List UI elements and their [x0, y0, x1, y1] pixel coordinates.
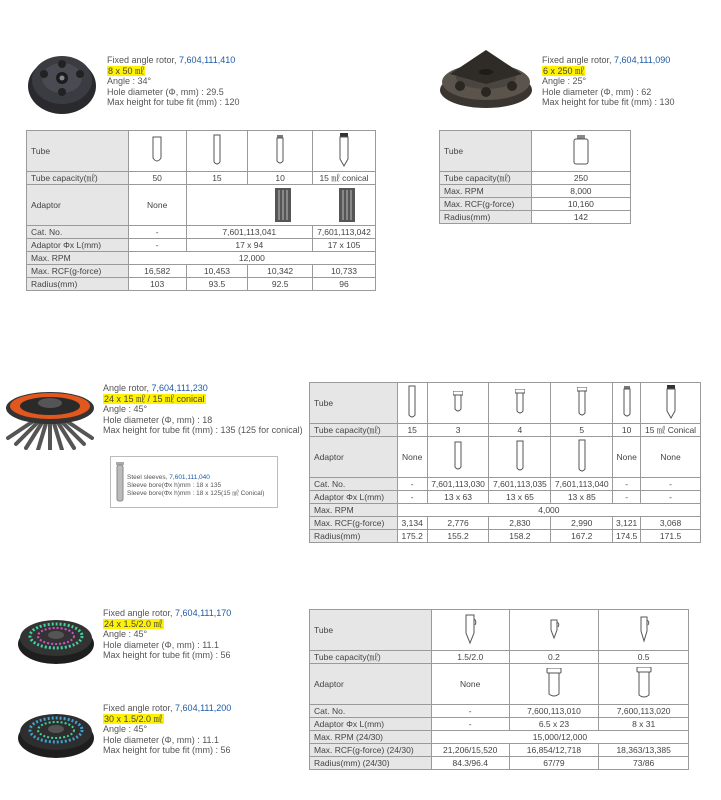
- row-label-capacity: Tube capacity(㎖): [27, 172, 129, 185]
- adaptor-13x85-icon: [551, 437, 613, 478]
- table-row: [310, 478, 701, 491]
- rotor3-info: [103, 383, 303, 436]
- rotor4-angle: Angle : 45°: [103, 629, 148, 639]
- row-label-capacity: Tube capacity(㎖): [310, 651, 432, 664]
- rotor1-hole: Hole diameter (Φ, mm) : 29.5: [107, 86, 224, 97]
- row-label-radius: Radius(mm): [310, 530, 398, 543]
- sleeve-bore-1: Sleeve bore(Φx h)mm : 18 x 135: [127, 482, 222, 489]
- row-label-tube: Tube: [440, 131, 532, 172]
- rotor3-cat-link[interactable]: 7,604,111,230: [151, 383, 208, 393]
- table-cell: 10,453: [186, 265, 248, 278]
- rotor2-angle: Angle : 25°: [542, 76, 587, 86]
- table-row: [27, 185, 376, 226]
- adaptor-image-cell: [186, 185, 375, 226]
- table-cell: 3: [427, 424, 489, 437]
- table-row: [310, 731, 689, 744]
- table-row: [27, 239, 376, 252]
- adaptor-rack-icon: [273, 188, 293, 222]
- row-label-adaptor-dim: Adaptor Φx L(mm): [27, 239, 129, 252]
- table-cell: -: [641, 491, 701, 504]
- table-rotor3-specs: [309, 382, 701, 543]
- table-cell: 174.5: [613, 530, 641, 543]
- table-cell: 7,601,113,042: [313, 226, 376, 239]
- row-label-radius: Radius(mm): [440, 211, 532, 224]
- row-label-cat: Cat. No.: [310, 705, 432, 718]
- rotor4-info: [103, 608, 231, 661]
- table-row: [27, 278, 376, 291]
- table-cell: -: [613, 478, 641, 491]
- table-cell: 0.2: [509, 651, 599, 664]
- rotor2-info: [542, 55, 675, 108]
- table-row: [440, 198, 631, 211]
- row-label-radius: Radius(mm) (24/30): [310, 757, 432, 770]
- table-cell: 84.3/96.4: [431, 757, 509, 770]
- table-cell: 96: [313, 278, 376, 291]
- table-cell: -: [641, 478, 701, 491]
- table-row: [27, 252, 376, 265]
- table-cell: 13 x 65: [489, 491, 551, 504]
- table-row: [310, 504, 701, 517]
- table-cell: 15 ㎖ conical: [313, 172, 376, 185]
- adaptor-8x31-icon: [599, 664, 689, 705]
- steel-sleeve-icon: [115, 462, 125, 502]
- row-label-rpm: Max. RPM: [440, 185, 532, 198]
- row-label-tube: Tube: [27, 131, 129, 172]
- row-label-cat: Cat. No.: [27, 226, 129, 239]
- table-cell: -: [431, 718, 509, 731]
- rotor5-title: Fixed angle rotor, 7,604,111,200: [103, 703, 232, 713]
- row-label-rpm: Max. RPM (24/30): [310, 731, 432, 744]
- table-cell: -: [397, 478, 427, 491]
- rotor5-angle: Angle : 45°: [103, 724, 148, 734]
- table-row: [440, 131, 631, 172]
- table-rotor4-5-specs: [309, 609, 689, 770]
- sleeve-info: Steel sleeves, 7,601,111,040 Sleeve bore(Φx h)mm : 18 x 135 Sleeve bore(Φx h)mm : 18 x 125(15 ㎖ Conical): [127, 474, 265, 497]
- rotor4-hole: Hole diameter (Φ, mm) : 11.1: [103, 639, 220, 650]
- rotor5-info: [103, 703, 231, 756]
- microtube-1.5-icon: [431, 610, 509, 651]
- table-cell: 4: [489, 424, 551, 437]
- rotor2-cat-link[interactable]: 7,604,111,090: [614, 55, 671, 65]
- tube-10-icon: [248, 131, 313, 172]
- row-label-tube: Tube: [310, 383, 398, 424]
- table-cell: 8,000: [531, 185, 630, 198]
- table-cell: 92.5: [248, 278, 313, 291]
- table-cell: 7,601,113,041: [186, 226, 312, 239]
- table-cell: None: [431, 664, 509, 705]
- table-cell: 2,830: [489, 517, 551, 530]
- table-cell: 155.2: [427, 530, 489, 543]
- table-cell: 17 x 105: [313, 239, 376, 252]
- rotor-24x1.5-image: [16, 610, 96, 668]
- table-cell: 103: [128, 278, 186, 291]
- table-cell: 4,000: [397, 504, 700, 517]
- row-label-adaptor-dim: Adaptor Φx L(mm): [310, 491, 398, 504]
- table-cell: 73/86: [599, 757, 689, 770]
- table-row: [310, 718, 689, 731]
- rotor3-height: Max height for tube fit (mm) : 135 (125 for conical): [103, 425, 303, 435]
- table-cell: 15,000/12,000: [431, 731, 688, 744]
- table-cell: 10: [248, 172, 313, 185]
- rotor-6x250-image: [436, 44, 536, 112]
- rotor3-hole: Hole diameter (Φ, mm) : 18: [103, 414, 213, 425]
- rotor-24x15-image: [2, 380, 98, 450]
- rotor4-title: Fixed angle rotor, 7,604,111,170: [103, 608, 232, 618]
- rotor1-angle: Angle : 34°: [107, 76, 152, 86]
- table-cell: 7,601,113,040: [551, 478, 613, 491]
- table-row: [310, 757, 689, 770]
- rotor3-title: Angle rotor, 7,604,111,230: [103, 383, 208, 393]
- table-cell: None: [128, 185, 186, 226]
- rotor5-height: Max height for tube fit (mm) : 56: [103, 745, 231, 755]
- rotor1-height: Max height for tube fit (mm) : 120: [107, 97, 240, 107]
- table-cell: 10,342: [248, 265, 313, 278]
- table-row: [310, 383, 701, 424]
- rotor1-title: Fixed angle rotor, 7,604,111,410: [107, 55, 236, 65]
- rotor1-capacity: 8 x 50 ㎖: [108, 65, 145, 76]
- table-row: [310, 491, 701, 504]
- table-row: [27, 172, 376, 185]
- table-row: [310, 424, 701, 437]
- table-row: [440, 211, 631, 224]
- table-cell: 93.5: [186, 278, 248, 291]
- table-cell: -: [431, 705, 509, 718]
- table-cell: 16,582: [128, 265, 186, 278]
- table-cell: 250: [531, 172, 630, 185]
- table-cell: 3,068: [641, 517, 701, 530]
- table-cell: 7,601,113,030: [427, 478, 489, 491]
- adaptor-13x65-icon: [489, 437, 551, 478]
- microtube-0.5-icon: [599, 610, 689, 651]
- rotor3-capacity: 24 x 15 ㎖ / 15 ㎖ conical: [104, 393, 205, 404]
- row-label-adaptor: Adaptor: [310, 437, 398, 478]
- tube-conical-icon: [641, 383, 701, 424]
- table-cell: 175.2: [397, 530, 427, 543]
- microtube-0.2-icon: [509, 610, 599, 651]
- rotor1-info: [107, 55, 240, 108]
- table-cell: 17 x 94: [186, 239, 312, 252]
- tube-3-icon: [427, 383, 489, 424]
- table-row: [27, 226, 376, 239]
- table-cell: 3,134: [397, 517, 427, 530]
- table-cell: None: [641, 437, 701, 478]
- table-cell: 5: [551, 424, 613, 437]
- table-cell: None: [613, 437, 641, 478]
- table-cell: 158.2: [489, 530, 551, 543]
- table-cell: 2,990: [551, 517, 613, 530]
- bottle-250-icon: [531, 131, 630, 172]
- rotor4-cat-link[interactable]: 7,604,111,170: [175, 608, 232, 618]
- row-label-tube: Tube: [310, 610, 432, 651]
- table-cell: 15: [186, 172, 248, 185]
- table-row: [310, 664, 689, 705]
- table-cell: 15 ㎖ Conical: [641, 424, 701, 437]
- rotor2-hole: Hole diameter (Φ, mm) : 62: [542, 86, 652, 97]
- table-cell: 15: [397, 424, 427, 437]
- table-cell: 3,121: [613, 517, 641, 530]
- rotor1-cat-link[interactable]: 7,604,111,410: [179, 55, 236, 65]
- table-cell: -: [128, 239, 186, 252]
- table-cell: 50: [128, 172, 186, 185]
- rotor3-angle: Angle : 45°: [103, 404, 148, 414]
- row-label-rcf: Max. RCF(g-force): [440, 198, 532, 211]
- row-label-adaptor-dim: Adaptor Φx L(mm): [310, 718, 432, 731]
- rotor4-capacity: 24 x 1.5/2.0 ㎖: [104, 618, 163, 629]
- rotor-30x1.5-image: [16, 704, 96, 762]
- table-cell: 13 x 63: [427, 491, 489, 504]
- table-cell: 18,363/13,385: [599, 744, 689, 757]
- table-cell: 171.5: [641, 530, 701, 543]
- row-label-capacity: Tube capacity(㎖): [310, 424, 398, 437]
- row-label-adaptor: Adaptor: [27, 185, 129, 226]
- rotor5-hole: Hole diameter (Φ, mm) : 11.1: [103, 734, 220, 745]
- tube-10-icon: [613, 383, 641, 424]
- table-row: [440, 172, 631, 185]
- table-cell: 10: [613, 424, 641, 437]
- row-label-radius: Radius(mm): [27, 278, 129, 291]
- table-cell: None: [397, 437, 427, 478]
- tube-50-icon: [128, 131, 186, 172]
- rotor2-title: Fixed angle rotor, 7,604,111,090: [542, 55, 671, 65]
- table-cell: 1.5/2.0: [431, 651, 509, 664]
- table-row: [440, 185, 631, 198]
- table-cell: -: [613, 491, 641, 504]
- sleeve-bore-2: Sleeve bore(Φx h)mm : 18 x 125(15 ㎖ Conical): [127, 490, 265, 497]
- row-label-adaptor: Adaptor: [310, 664, 432, 705]
- table-cell: 6.5 x 23: [509, 718, 599, 731]
- table-rotor2-specs: [439, 130, 631, 224]
- table-row: [310, 651, 689, 664]
- table-rotor1-specs: [26, 130, 376, 291]
- row-label-cat: Cat. No.: [310, 478, 398, 491]
- table-cell: -: [397, 491, 427, 504]
- tube-conical-icon: [313, 131, 376, 172]
- table-cell: 7,600,113,020: [599, 705, 689, 718]
- row-label-capacity: Tube capacity(㎖): [440, 172, 532, 185]
- table-cell: 2,776: [427, 517, 489, 530]
- tube-5-icon: [551, 383, 613, 424]
- table-cell: 7,600,113,010: [509, 705, 599, 718]
- table-cell: 10,733: [313, 265, 376, 278]
- row-label-rcf: Max. RCF(g-force) (24/30): [310, 744, 432, 757]
- adaptor-6.5x23-icon: [509, 664, 599, 705]
- row-label-rcf: Max. RCF(g-force): [310, 517, 398, 530]
- rotor-8x50-image: [26, 46, 98, 118]
- table-cell: -: [128, 226, 186, 239]
- rotor2-height: Max height for tube fit (mm) : 130: [542, 97, 675, 107]
- rotor2-capacity: 6 x 250 ㎖: [543, 65, 585, 76]
- table-cell: 67/79: [509, 757, 599, 770]
- table-cell: 8 x 31: [599, 718, 689, 731]
- tube-4-icon: [489, 383, 551, 424]
- table-cell: 142: [531, 211, 630, 224]
- row-label-rpm: Max. RPM: [310, 504, 398, 517]
- table-cell: 167.2: [551, 530, 613, 543]
- table-row: [27, 131, 376, 172]
- tube-15-icon: [397, 383, 427, 424]
- rotor4-height: Max height for tube fit (mm) : 56: [103, 650, 231, 660]
- table-cell: 10,160: [531, 198, 630, 211]
- row-label-rcf: Max. RCF(g-force): [27, 265, 129, 278]
- table-row: [27, 265, 376, 278]
- rotor5-cat-link[interactable]: 7,604,111,200: [175, 703, 232, 713]
- table-cell: 16,854/12,718: [509, 744, 599, 757]
- table-cell: 21,206/15,520: [431, 744, 509, 757]
- table-cell: 7,601,113,035: [489, 478, 551, 491]
- adaptor-13x63-icon: [427, 437, 489, 478]
- table-row: [310, 437, 701, 478]
- steel-sleeves-box: [110, 456, 278, 508]
- row-label-rpm: Max. RPM: [27, 252, 129, 265]
- table-row: [310, 744, 689, 757]
- sleeve-cat-link[interactable]: 7,601,111,040: [169, 474, 210, 481]
- table-cell: 0.5: [599, 651, 689, 664]
- adaptor-rack-icon: [337, 188, 357, 222]
- table-cell: 13 x 85: [551, 491, 613, 504]
- table-row: [310, 610, 689, 651]
- rotor5-capacity: 30 x 1.5/2.0 ㎖: [104, 713, 163, 724]
- table-row: [310, 530, 701, 543]
- table-row: [310, 517, 701, 530]
- tube-15-icon: [186, 131, 248, 172]
- table-cell: 12,000: [128, 252, 375, 265]
- table-row: [310, 705, 689, 718]
